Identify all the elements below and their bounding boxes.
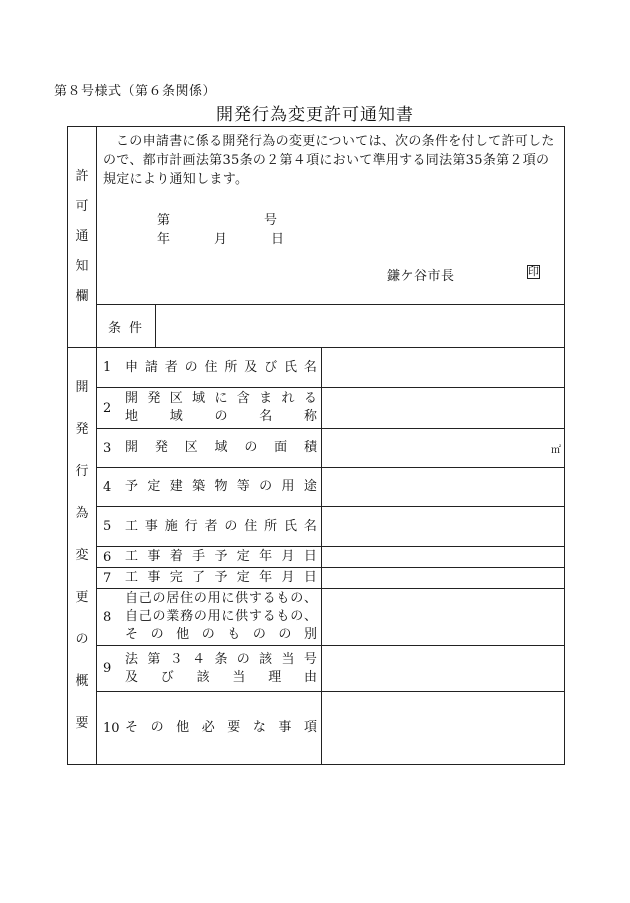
overview-item-value[interactable] xyxy=(322,348,565,388)
overview-item-value[interactable] xyxy=(322,589,565,646)
item-text-line: 自 己 の 居 住 の 用 に 供 す る も の 、 xyxy=(125,591,317,606)
permit-side-label-char: 可 xyxy=(75,199,89,214)
item-number: 1 xyxy=(103,360,112,375)
issuer-name: 鎌ケ谷市長 xyxy=(387,269,455,284)
overview-item-label xyxy=(97,348,322,388)
item-number: 4 xyxy=(103,479,112,495)
permit-side-label-char: 欄 xyxy=(75,289,89,304)
overview-item-value[interactable] xyxy=(322,646,565,692)
overview-item-value[interactable] xyxy=(322,692,565,765)
item-text-line: 申 請 者 の 住 所 及 び 氏 名 xyxy=(125,359,317,375)
overview-row xyxy=(68,348,565,388)
overview-item-value[interactable] xyxy=(322,547,565,568)
permit-notice-cell xyxy=(97,127,565,305)
item-text-line: 開 発 区 域 の 面 積 xyxy=(125,440,317,455)
overview-item-value[interactable] xyxy=(322,388,565,429)
form-number: 第８号様式（第６条関係） xyxy=(54,84,217,99)
date-year: 年 xyxy=(157,232,171,247)
overview-side-label-char: 要 xyxy=(75,716,89,731)
overview-item-label xyxy=(97,507,322,547)
overview-section xyxy=(68,348,565,765)
item-text-line: 予 定 建 築 物 等 の 用 途 xyxy=(125,479,317,494)
overview-row xyxy=(68,692,565,765)
conditions-label: 条件 xyxy=(97,305,156,347)
item-number: 7 xyxy=(103,570,112,586)
permit-side-label-char: 知 xyxy=(75,259,89,274)
item-text-line: 及 び 該 当 理 由 xyxy=(125,669,317,685)
overview-item-label xyxy=(97,429,322,468)
permit-date-line xyxy=(157,228,284,247)
overview-item-value[interactable] xyxy=(322,507,565,547)
seal-mark: 印 xyxy=(528,265,539,278)
overview-row xyxy=(68,589,565,646)
item-number: 3 xyxy=(103,440,112,456)
overview-item-value[interactable] xyxy=(322,568,565,589)
number-suffix: 号 xyxy=(263,213,277,228)
date-day: 日 xyxy=(270,232,284,247)
item-number: 10 xyxy=(103,720,120,736)
item-text-line: そ の 他 の も の の 別 xyxy=(125,627,317,642)
overview-row xyxy=(68,568,565,589)
overview-item-label xyxy=(97,388,322,429)
permit-number-line xyxy=(157,209,277,228)
item-text-line: 工 事 施 行 者 の 住 所 氏 名 xyxy=(125,518,317,534)
overview-side-label-char: の xyxy=(75,632,89,647)
overview-side-label-char: 開 xyxy=(75,380,89,395)
overview-side-label-char: 変 xyxy=(75,548,89,563)
item-text-line: 自 己 の 業 務 の 用 に 供 す る も の 、 xyxy=(125,609,317,624)
date-month: 月 xyxy=(213,232,227,247)
number-prefix: 第 xyxy=(157,213,171,228)
permit-notice-text: この申請書に係る開発行為の変更については、次の条件を付して許可したので、都市計画法第35条の２第４項において準用する同法第35条第２項の規定により通知します。 xyxy=(103,134,555,187)
item-text-line: そ の 他 必 要 な 事 項 xyxy=(125,720,317,735)
overview-item-label xyxy=(97,692,322,765)
permit-form-table xyxy=(67,126,565,765)
conditions-row xyxy=(97,305,565,348)
overview-item-label xyxy=(97,468,322,507)
overview-item-value[interactable] xyxy=(322,429,565,468)
item-text-line: 工 事 完 了 予 定 年 月 日 xyxy=(125,570,317,585)
item-number: 6 xyxy=(103,549,112,565)
overview-row xyxy=(68,507,565,547)
overview-item-label xyxy=(97,547,322,568)
permit-side-label xyxy=(68,127,97,348)
overview-row xyxy=(68,547,565,568)
conditions-value[interactable] xyxy=(156,305,564,347)
item-text-line: 開 発 区 域 に 含 ま れ る xyxy=(125,391,317,406)
overview-row xyxy=(68,429,565,468)
overview-item-label xyxy=(97,568,322,589)
overview-side-label xyxy=(68,348,97,765)
item-number: 5 xyxy=(103,519,112,534)
overview-side-label-char: 概 xyxy=(75,674,89,689)
overview-row xyxy=(68,646,565,692)
overview-item-label xyxy=(97,589,322,646)
area-unit: ㎡ xyxy=(551,444,562,456)
overview-side-label-char: 発 xyxy=(75,422,89,437)
item-text-line: 工 事 着 手 予 定 年 月 日 xyxy=(125,549,317,564)
overview-side-label-char: 更 xyxy=(75,590,89,605)
permit-side-label-char: 許 xyxy=(75,169,89,184)
document-title: 開発行為変更許可通知書 xyxy=(216,105,414,125)
item-text-line: 地 域 の 名 称 xyxy=(125,409,317,424)
item-number: 9 xyxy=(103,661,112,676)
overview-row xyxy=(68,388,565,429)
overview-side-label-char: 行 xyxy=(75,464,89,479)
permit-side-label-char: 通 xyxy=(75,229,89,244)
item-text-line: 法 第 ３ ４ 条 の 該 当 号 xyxy=(125,651,317,667)
item-number: 2 xyxy=(103,400,112,416)
overview-row xyxy=(68,468,565,507)
overview-side-label-char: 為 xyxy=(75,506,89,521)
item-number: 8 xyxy=(103,609,112,625)
overview-item-label xyxy=(97,646,322,692)
overview-item-value[interactable] xyxy=(322,468,565,507)
